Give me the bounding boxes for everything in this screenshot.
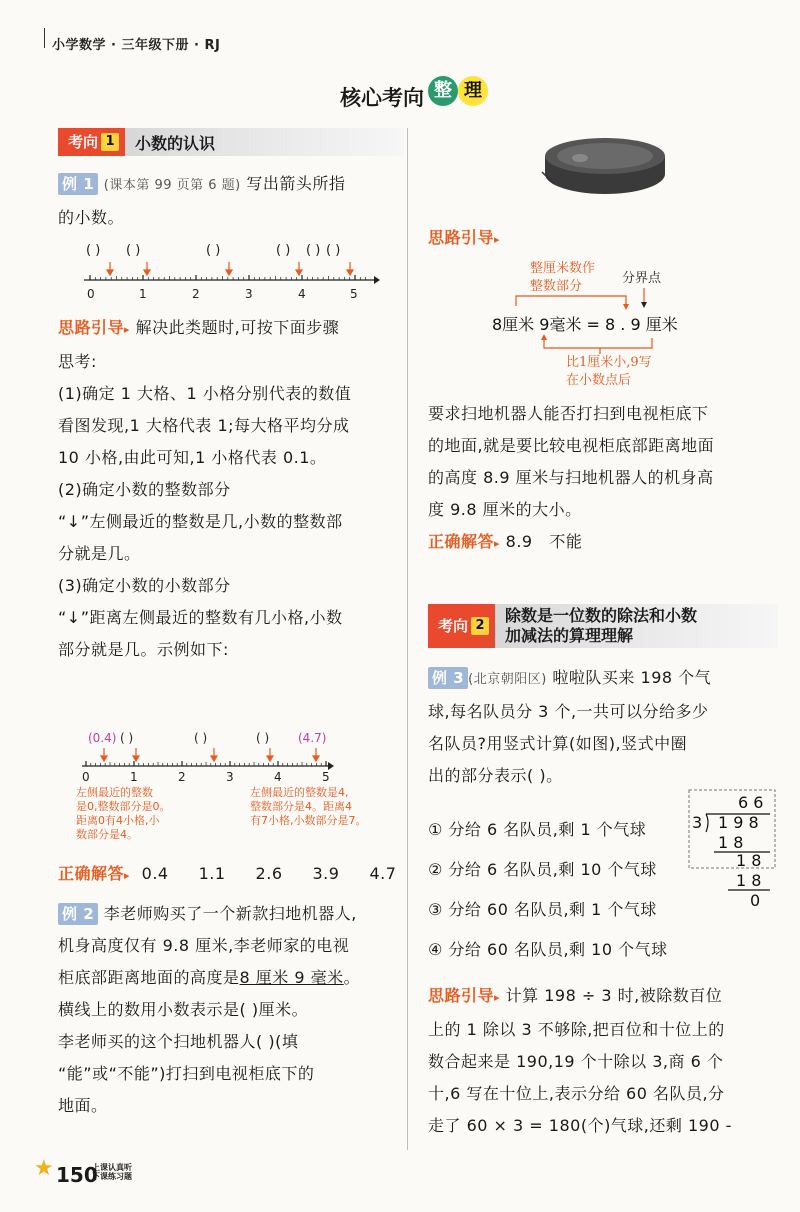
- long-division: [688, 788, 778, 912]
- note-right-1: 左侧最近的整数是4,: [250, 786, 349, 799]
- robot-vacuum-image: [540, 134, 670, 198]
- blank-6: ( ): [326, 243, 341, 258]
- title-bubble-1: 整: [428, 76, 458, 106]
- example-3-line-1: 啦啦队买来 198 个气: [552, 668, 712, 687]
- answer-1-value-2: 1.1: [198, 864, 226, 883]
- step-2a: (2)确定小数的整数部分: [58, 480, 231, 499]
- topic-1-tag: 考向 1: [58, 128, 125, 156]
- tick-label-2: 2: [192, 287, 200, 301]
- step-1c: 10 小格,由此可知,1 小格代表 0.1。: [58, 448, 327, 467]
- example-3-line-2: 球,每名队员分 3 个,一共可以分给多少: [428, 702, 709, 721]
- page-number: 150: [56, 1163, 98, 1187]
- svg-text:4: 4: [274, 770, 282, 784]
- example-3-tag: 例 3: [428, 667, 468, 689]
- tick-label-0: 0: [87, 287, 95, 301]
- label-blank-c: ( ): [256, 731, 270, 745]
- guide-2-line-4: 度 9.8 厘米的大小。: [428, 500, 582, 519]
- blank-1: ( ): [86, 243, 101, 258]
- blank-4: ( ): [276, 243, 291, 258]
- label-0-4: (0.4): [88, 731, 117, 745]
- topic-2-name: 除数是一位数的除法和小数 加减法的算理理解: [505, 606, 698, 645]
- dividend: 1 9 8: [718, 813, 759, 832]
- answer-2-label: 正确解答: [428, 532, 495, 551]
- number-line-1: [80, 236, 380, 302]
- book-header: 小学数学 · 三年级下册 · RJ: [52, 38, 221, 53]
- example-1-text-1: 写出箭头所指: [246, 174, 346, 193]
- guide-2-body: 要求扫地机器人能否打扫到电视柜底下 的地面,就是要比较电视柜底部距离地面 的高度 8.9 厘米与扫地机器人的机身高 度 9.8 厘米的大小。 正确解答▸ 8.9 不能: [428, 404, 715, 551]
- example-1-text-2: 的小数。: [58, 208, 125, 227]
- answer-2-value: 8.9 不能: [505, 532, 583, 551]
- svg-text:1: 1: [130, 770, 138, 784]
- svg-text:3: 3: [226, 770, 234, 784]
- answer-1-value-1: 0.4: [141, 864, 169, 883]
- annotation-integer-1: 整厘米数作: [530, 261, 596, 276]
- example-3-line-3: 名队员?用竖式计算(如图),竖式中圈: [428, 734, 688, 753]
- example-2-underlined: 8 厘米 9 毫米: [239, 968, 344, 987]
- example-1-tag: 例 1: [58, 173, 98, 195]
- step-1a: (1)确定 1 大格、1 小格分别代表的数值: [58, 384, 352, 403]
- step-product-1: 1 8: [718, 833, 744, 852]
- topic-1-name: 小数的认识: [135, 133, 216, 153]
- number-line-example: [74, 726, 404, 842]
- topic-2-tag: 考向 2: [428, 604, 495, 648]
- guide-1-line-2: 思考:: [58, 352, 97, 371]
- tick-label-1: 1: [139, 287, 147, 301]
- example-2-line-4: 横线上的数用小数表示是( )厘米。: [58, 1000, 309, 1019]
- step-remainder: 1 8: [736, 851, 762, 870]
- option-3: ③ 分给 60 名队员,剩 1 个气球: [428, 900, 657, 919]
- quotient: 6 6: [738, 793, 764, 812]
- step-3c: 部分就是几。示例如下:: [58, 640, 229, 659]
- topic-2-header: [428, 604, 778, 648]
- option-2: ② 分给 6 名队员,剩 10 个气球: [428, 860, 657, 879]
- guide-3-line-4: 十,6 写在十位上,表示分给 60 名队员,分: [428, 1084, 725, 1103]
- note-left-2: 是0,整数部分是0。: [76, 800, 171, 813]
- guide-2-header: 思路引导▸: [428, 228, 501, 247]
- answer-1-value-3: 2.6: [255, 864, 283, 883]
- example-2: 例 2 李老师购买了一个新款扫地机器人, 机身高度仅有 9.8 厘米,李老师家的电视 柜底部距离地面的高度是8 厘米 9 毫米。 横线上的数用小数表示是( )厘米。 李老师买的这个扫地机器人( )(填 “能”或“不能”)打扫到电视柜底下的 地面。: [58, 904, 361, 1115]
- example-1: [58, 168, 404, 234]
- divisor: 3: [692, 813, 703, 832]
- example-2-line-2: 机身高度仅有 9.8 厘米,李老师家的电视: [58, 936, 350, 955]
- header-rule: [44, 28, 45, 48]
- guide-3-line-5: 走了 60 × 3 = 180(个)气球,还剩 190 -: [428, 1116, 732, 1135]
- conversion-diagram: [480, 254, 730, 390]
- column-divider: [407, 128, 408, 1150]
- example-3: [428, 662, 778, 792]
- note-left-4: 数部分是4。: [76, 828, 138, 841]
- step-product-2: 1 8: [736, 871, 762, 890]
- note-right-3: 有7小格,小数部分是7。: [250, 814, 367, 827]
- guide-2-line-1: 要求扫地机器人能否打扫到电视柜底下: [428, 404, 709, 423]
- answer-1-value-5: 4.7: [369, 864, 397, 883]
- svg-text:5: 5: [322, 770, 330, 784]
- example-2-line-3: 柜底部距离地面的高度是: [58, 968, 240, 987]
- note-left-3: 距离0有4小格,小: [76, 814, 160, 827]
- tick-label-3: 3: [245, 287, 253, 301]
- step-2b: “↓”左侧最近的整数是几,小数的整数部: [58, 512, 343, 531]
- example-3-line-4: 出的部分表示( )。: [428, 766, 563, 785]
- label-blank-a: ( ): [120, 731, 134, 745]
- step-1b: 看图发现,1 大格代表 1;每大格平均分成: [58, 416, 350, 435]
- step-2c: 分就是几。: [58, 544, 141, 563]
- page-title: [300, 74, 500, 114]
- example-2-tag: 例 2: [58, 903, 98, 925]
- note-right-2: 整数部分是4。距离4: [250, 800, 352, 813]
- blank-3: ( ): [206, 243, 221, 258]
- step-3a: (3)确定小数的小数部分: [58, 576, 231, 595]
- guide-1: 思路引导▸ 解决此类题时,可按下面步骤 思考: (1)确定 1 大格、1 小格分别代表的数值 看图发现,1 大格代表 1;每大格平均分成 10 小格,由此可知,1 小格代表 0.1。 (2)确定小数的整数部分 “↓”左侧最近的整数是几,小数的整数部 分就是几。 (3)确定小数的小数部分 “↓”距离左侧最近的整数有几小格,小数 部分就是几。示例如下:: [58, 318, 352, 659]
- annotation-decimal-2: 在小数点后: [566, 373, 632, 388]
- title-text: 核心考向: [340, 86, 424, 110]
- label-blank-b: ( ): [194, 731, 208, 745]
- answer-1-value-4: 3.9: [312, 864, 340, 883]
- example-3-options: [428, 814, 698, 974]
- guide-3-line-1: 计算 198 ÷ 3 时,被除数百位: [505, 986, 723, 1005]
- guide-3-line-3: 数合起来是 190,19 个十除以 3,商 6 个: [428, 1052, 724, 1071]
- conversion-equation: 8厘米 9毫米 = 8 . 9 厘米: [492, 315, 678, 334]
- guide-3-label: 思路引导: [428, 986, 495, 1005]
- step-3b: “↓”距离左侧最近的整数有几小格,小数: [58, 608, 343, 627]
- tick-label-5: 5: [350, 287, 358, 301]
- answer-1: 正确解答▸ 0.4 1.1 2.6 3.9 4.7: [58, 858, 404, 892]
- svg-text:2: 2: [178, 770, 186, 784]
- guide-2-line-2: 的地面,就是要比较电视柜底部距离地面: [428, 436, 715, 455]
- topic-1-header: [58, 128, 404, 156]
- example-3-source: (北京朝阳区): [468, 672, 547, 687]
- example-2-line-5: 李老师买的这个扫地机器人( )(填: [58, 1032, 299, 1051]
- annotation-integer-2: 整数部分: [530, 279, 583, 294]
- note-left-1: 左侧最近的整数: [76, 786, 153, 799]
- annotation-decimal-1: 比1厘米小,9写: [566, 355, 652, 370]
- star-icon: ★: [34, 1156, 54, 1181]
- example-2-line-6: “能”或“不能”)打扫到电视柜底下的: [58, 1064, 315, 1083]
- annotation-split-point: 分界点: [622, 271, 662, 286]
- guide-2-line-3: 的高度 8.9 厘米与扫地机器人的机身高: [428, 468, 714, 487]
- example-2-line-1: 李老师购买了一个新款扫地机器人,: [103, 904, 357, 923]
- guide-3-line-2: 上的 1 除以 3 不够除,把百位和十位上的: [428, 1020, 725, 1039]
- blank-5: ( ): [306, 243, 321, 258]
- final-remainder: 0: [750, 891, 761, 910]
- guide-1-line-1: 解决此类题时,可按下面步骤: [135, 318, 340, 337]
- guide-1-label: 思路引导: [58, 318, 125, 337]
- guide-2-label: 思路引导: [428, 228, 495, 247]
- example-2-line-7: 地面。: [58, 1096, 108, 1115]
- answer-1-label: 正确解答: [58, 864, 125, 883]
- tick-label-4: 4: [298, 287, 306, 301]
- guide-3: 思路引导▸ 计算 198 ÷ 3 时,被除数百位 上的 1 除以 3 不够除,把百位和十位上的 数合起来是 190,19 个十除以 3,商 6 个 十,6 写在十位上,表示分给 60 名队员,分 走了 60 × 3 = 180(个)气球,还剩 190 -: [428, 986, 732, 1135]
- title-bubble-2: 理: [458, 76, 488, 106]
- example-1-source: (课本第 99 页第 6 题): [103, 178, 241, 193]
- svg-text:0: 0: [82, 770, 90, 784]
- option-4: ④ 分给 60 名队员,剩 10 个气球: [428, 940, 668, 959]
- blank-2: ( ): [126, 243, 141, 258]
- label-4-7: (4.7): [298, 731, 327, 745]
- option-1: ① 分给 6 名队员,剩 1 个气球: [428, 820, 647, 839]
- footer-slogan: 上课认真听 下课练习题: [92, 1163, 132, 1181]
